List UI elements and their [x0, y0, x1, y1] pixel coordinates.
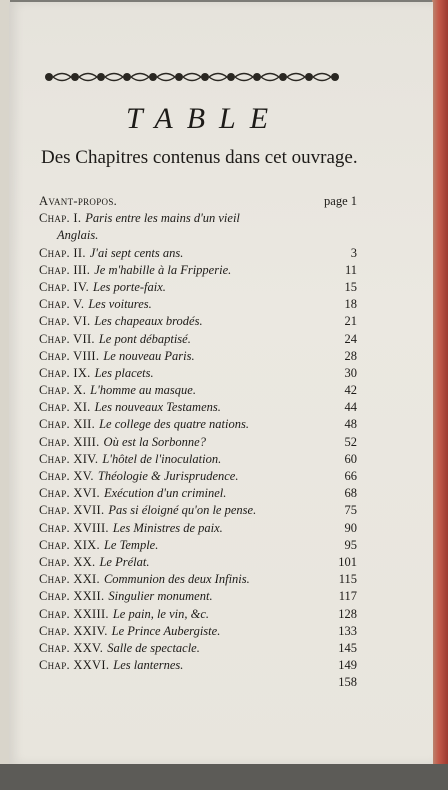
toc-entry	[39, 435, 359, 452]
chapter-label: Chap. XVI.	[39, 486, 100, 501]
chapter-title: Le pont débaptisé.	[98, 331, 191, 346]
chapter-label: Chap. XII.	[39, 417, 96, 432]
page-number: 115	[338, 572, 357, 587]
chapter-label: Chap. XXIII.	[39, 606, 109, 621]
chapter-title: Exécution d'un criminel.	[103, 486, 227, 501]
chapter-title: Le college des quatre nations.	[99, 417, 249, 432]
chapter-title: J'ai sept cents ans.	[89, 245, 184, 260]
page-number: 75	[344, 503, 357, 518]
chapter-label: Avant-propos.	[39, 194, 118, 208]
page-number: 95	[344, 537, 357, 552]
chapter-label: Chap. XVIII.	[39, 520, 109, 535]
chapter-title: Le Prélat.	[99, 554, 150, 569]
chapter-label: Chap. XXVI.	[39, 658, 110, 673]
toc-entry	[39, 641, 359, 658]
page-number: 11	[344, 262, 357, 277]
toc-entry	[39, 538, 359, 555]
chapter-label: Chap. XV.	[39, 469, 94, 483]
page-number: 28	[344, 348, 357, 363]
chapter-title: Les placets.	[94, 365, 154, 380]
chapter-title: Pas si éloigné qu'on le pense.	[108, 503, 257, 518]
page-number: 42	[344, 383, 357, 398]
chapter-label: Chap. V.	[39, 297, 85, 312]
chapter-label: Chap. I.	[39, 211, 82, 226]
book-spine-edge	[432, 0, 448, 790]
page-number: 149	[338, 658, 357, 673]
chapter-title: Les voitures.	[88, 297, 152, 312]
chapter-title: Le pain, le vin, &c.	[112, 606, 210, 621]
page-number: 60	[344, 451, 357, 466]
page-number: 52	[344, 434, 357, 449]
toc-entry	[39, 589, 359, 606]
chapter-label: Chap. VIII.	[39, 348, 100, 363]
chapter-label: Chap. XIII.	[39, 434, 100, 449]
chapter-title: Théologie & Jurisprudence.	[97, 469, 239, 483]
toc-entry	[39, 486, 359, 503]
page-subtitle: Des Chapitres contenus dans cet ouvrage.	[41, 147, 358, 168]
page-number: 18	[344, 297, 357, 312]
chapter-label: Chap. XIX.	[39, 537, 100, 552]
book-page	[9, 2, 433, 764]
chapter-title: Le Prince Aubergiste.	[111, 623, 221, 638]
toc-entry	[39, 658, 359, 675]
toc-entry	[39, 297, 359, 314]
page-number: 128	[338, 606, 357, 621]
table-of-contents	[39, 194, 359, 692]
toc-entry	[39, 349, 359, 366]
page-number: 158	[338, 675, 357, 690]
chapter-label: Chap. VII.	[39, 331, 95, 346]
chapter-title: Le nouveau Paris.	[103, 348, 195, 363]
chapter-label: Chap. XX.	[39, 554, 96, 569]
chapter-label: Chap. XXIV.	[39, 623, 108, 638]
page-number: 68	[344, 486, 357, 501]
toc-entry	[39, 503, 359, 520]
toc-entry	[39, 675, 359, 692]
toc-entry	[39, 263, 359, 280]
toc-entry	[39, 246, 359, 263]
page-number: 66	[344, 469, 357, 483]
toc-entry	[39, 555, 359, 572]
chapter-label: Chap. XIV.	[39, 451, 99, 466]
toc-entry	[39, 400, 359, 417]
chapter-label: Chap. III.	[39, 262, 91, 277]
chapter-label: Chap. IX.	[39, 365, 91, 380]
chapter-title: Les porte-faix.	[93, 279, 166, 294]
ornament-border	[41, 68, 347, 86]
chapter-label: Chap. XXI.	[39, 572, 100, 587]
toc-entry	[39, 624, 359, 641]
chapter-label: Chap. IV.	[39, 279, 89, 294]
page-number: 101	[338, 554, 357, 569]
page-number: 145	[338, 640, 357, 655]
page-number: 30	[344, 365, 357, 380]
chapter-title: L'hôtel de l'inoculation.	[102, 451, 222, 466]
chapter-title: Les chapeaux brodés.	[94, 314, 203, 329]
page-number: 90	[344, 520, 357, 535]
background-surface	[0, 764, 448, 790]
chapter-title: Paris entre les mains d'un vieil	[85, 211, 240, 226]
toc-entry	[39, 383, 359, 400]
chapter-title: Les nouveaux Testamens.	[94, 400, 221, 415]
chapter-label: Chap. VI.	[39, 314, 91, 329]
toc-entry	[39, 452, 359, 469]
chapter-title: Où est la Sorbonne?	[103, 434, 206, 449]
page-number: 44	[344, 400, 357, 415]
toc-entry	[39, 366, 359, 383]
toc-entry	[39, 572, 359, 589]
chapter-title: Le Temple.	[103, 537, 159, 552]
chapter-title: Je m'habille à la Fripperie.	[94, 262, 232, 277]
chapter-title: Singulier monument.	[108, 589, 213, 604]
chapter-title: Communion des deux Infinis.	[103, 572, 250, 587]
toc-entry	[39, 332, 359, 349]
chapter-title: Salle de spectacle.	[107, 640, 200, 655]
toc-entry	[39, 521, 359, 538]
chapter-label: Chap. X.	[39, 383, 87, 398]
chapter-label: Chap. XXII.	[39, 589, 105, 604]
toc-entry	[39, 607, 359, 624]
toc-entry	[39, 228, 359, 245]
toc-entry	[39, 469, 359, 486]
chapter-title: L'homme au masque.	[90, 383, 196, 398]
page-number: 21	[344, 314, 357, 329]
page-number: page 1	[324, 194, 357, 208]
page-number: 48	[344, 417, 357, 432]
toc-entry	[39, 417, 359, 434]
page-number: 24	[344, 331, 357, 346]
toc-entry	[39, 194, 359, 211]
chapter-title: Les lanternes.	[113, 658, 184, 673]
page-number: 15	[344, 279, 357, 294]
page-number: 133	[338, 623, 357, 638]
page-number: 117	[338, 589, 357, 604]
chapter-title: Anglais.	[57, 228, 99, 243]
toc-entry	[39, 314, 359, 331]
chapter-label: Chap. XVII.	[39, 503, 105, 518]
chapter-label: Chap. II.	[39, 245, 86, 260]
chapter-title: Les Ministres de paix.	[112, 520, 223, 535]
page-title: TABLE	[125, 102, 283, 135]
chapter-label: Chap. XI.	[39, 400, 91, 415]
page-number: 3	[350, 245, 357, 260]
toc-entry	[39, 280, 359, 297]
toc-entry	[39, 211, 359, 228]
chapter-label: Chap. XXV.	[39, 640, 104, 655]
